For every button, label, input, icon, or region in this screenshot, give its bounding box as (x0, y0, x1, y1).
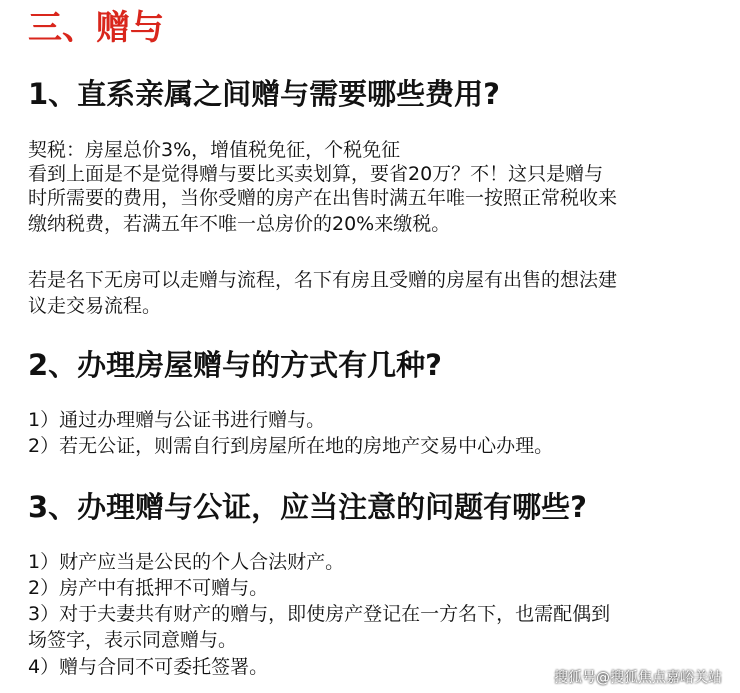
list-item: 场签字，表示同意赠与。 (28, 629, 238, 651)
paragraph-line: 议走交易流程。 (28, 295, 162, 317)
paragraph-line: 契税：房屋总价3%，增值税免征，个税免征 (28, 139, 401, 161)
section-heading-fees: 1、直系亲属之间赠与需要哪些费用? (28, 77, 501, 111)
section-heading-notary-notes: 3、办理赠与公证，应当注意的问题有哪些? (28, 490, 588, 524)
paragraph-line: 看到上面是不是觉得赠与要比买卖划算，要省20万？不！这只是赠与 (28, 163, 604, 185)
paragraph-line: 时所需要的费用，当你受赠的房产在出售时满五年唯一按照正常税收来 (28, 187, 618, 209)
list-item: 2）房产中有抵押不可赠与。 (28, 577, 269, 599)
section-heading-methods: 2、办理房屋赠与的方式有几种? (28, 348, 443, 382)
watermark: 搜狐号@搜狐焦点嘉峪关站 (554, 670, 722, 686)
list-item: 2）若无公证，则需自行到房屋所在地的房地产交易中心办理。 (28, 435, 554, 457)
paragraph-line: 缴纳税费，若满五年不唯一总房价的20%来缴税。 (28, 213, 451, 235)
list-item: 4）赠与合同不可委托签署。 (28, 656, 269, 678)
list-item: 3）对于夫妻共有财产的赠与，即使房产登记在一方名下，也需配偶到 (28, 603, 611, 625)
paragraph-line: 若是名下无房可以走赠与流程，名下有房且受赠的房屋有出售的想法建 (28, 269, 618, 291)
list-item: 1）通过办理赠与公证书进行赠与。 (28, 409, 326, 431)
page-title: 三、赠与 (28, 8, 164, 48)
list-item: 1）财产应当是公民的个人合法财产。 (28, 551, 345, 573)
